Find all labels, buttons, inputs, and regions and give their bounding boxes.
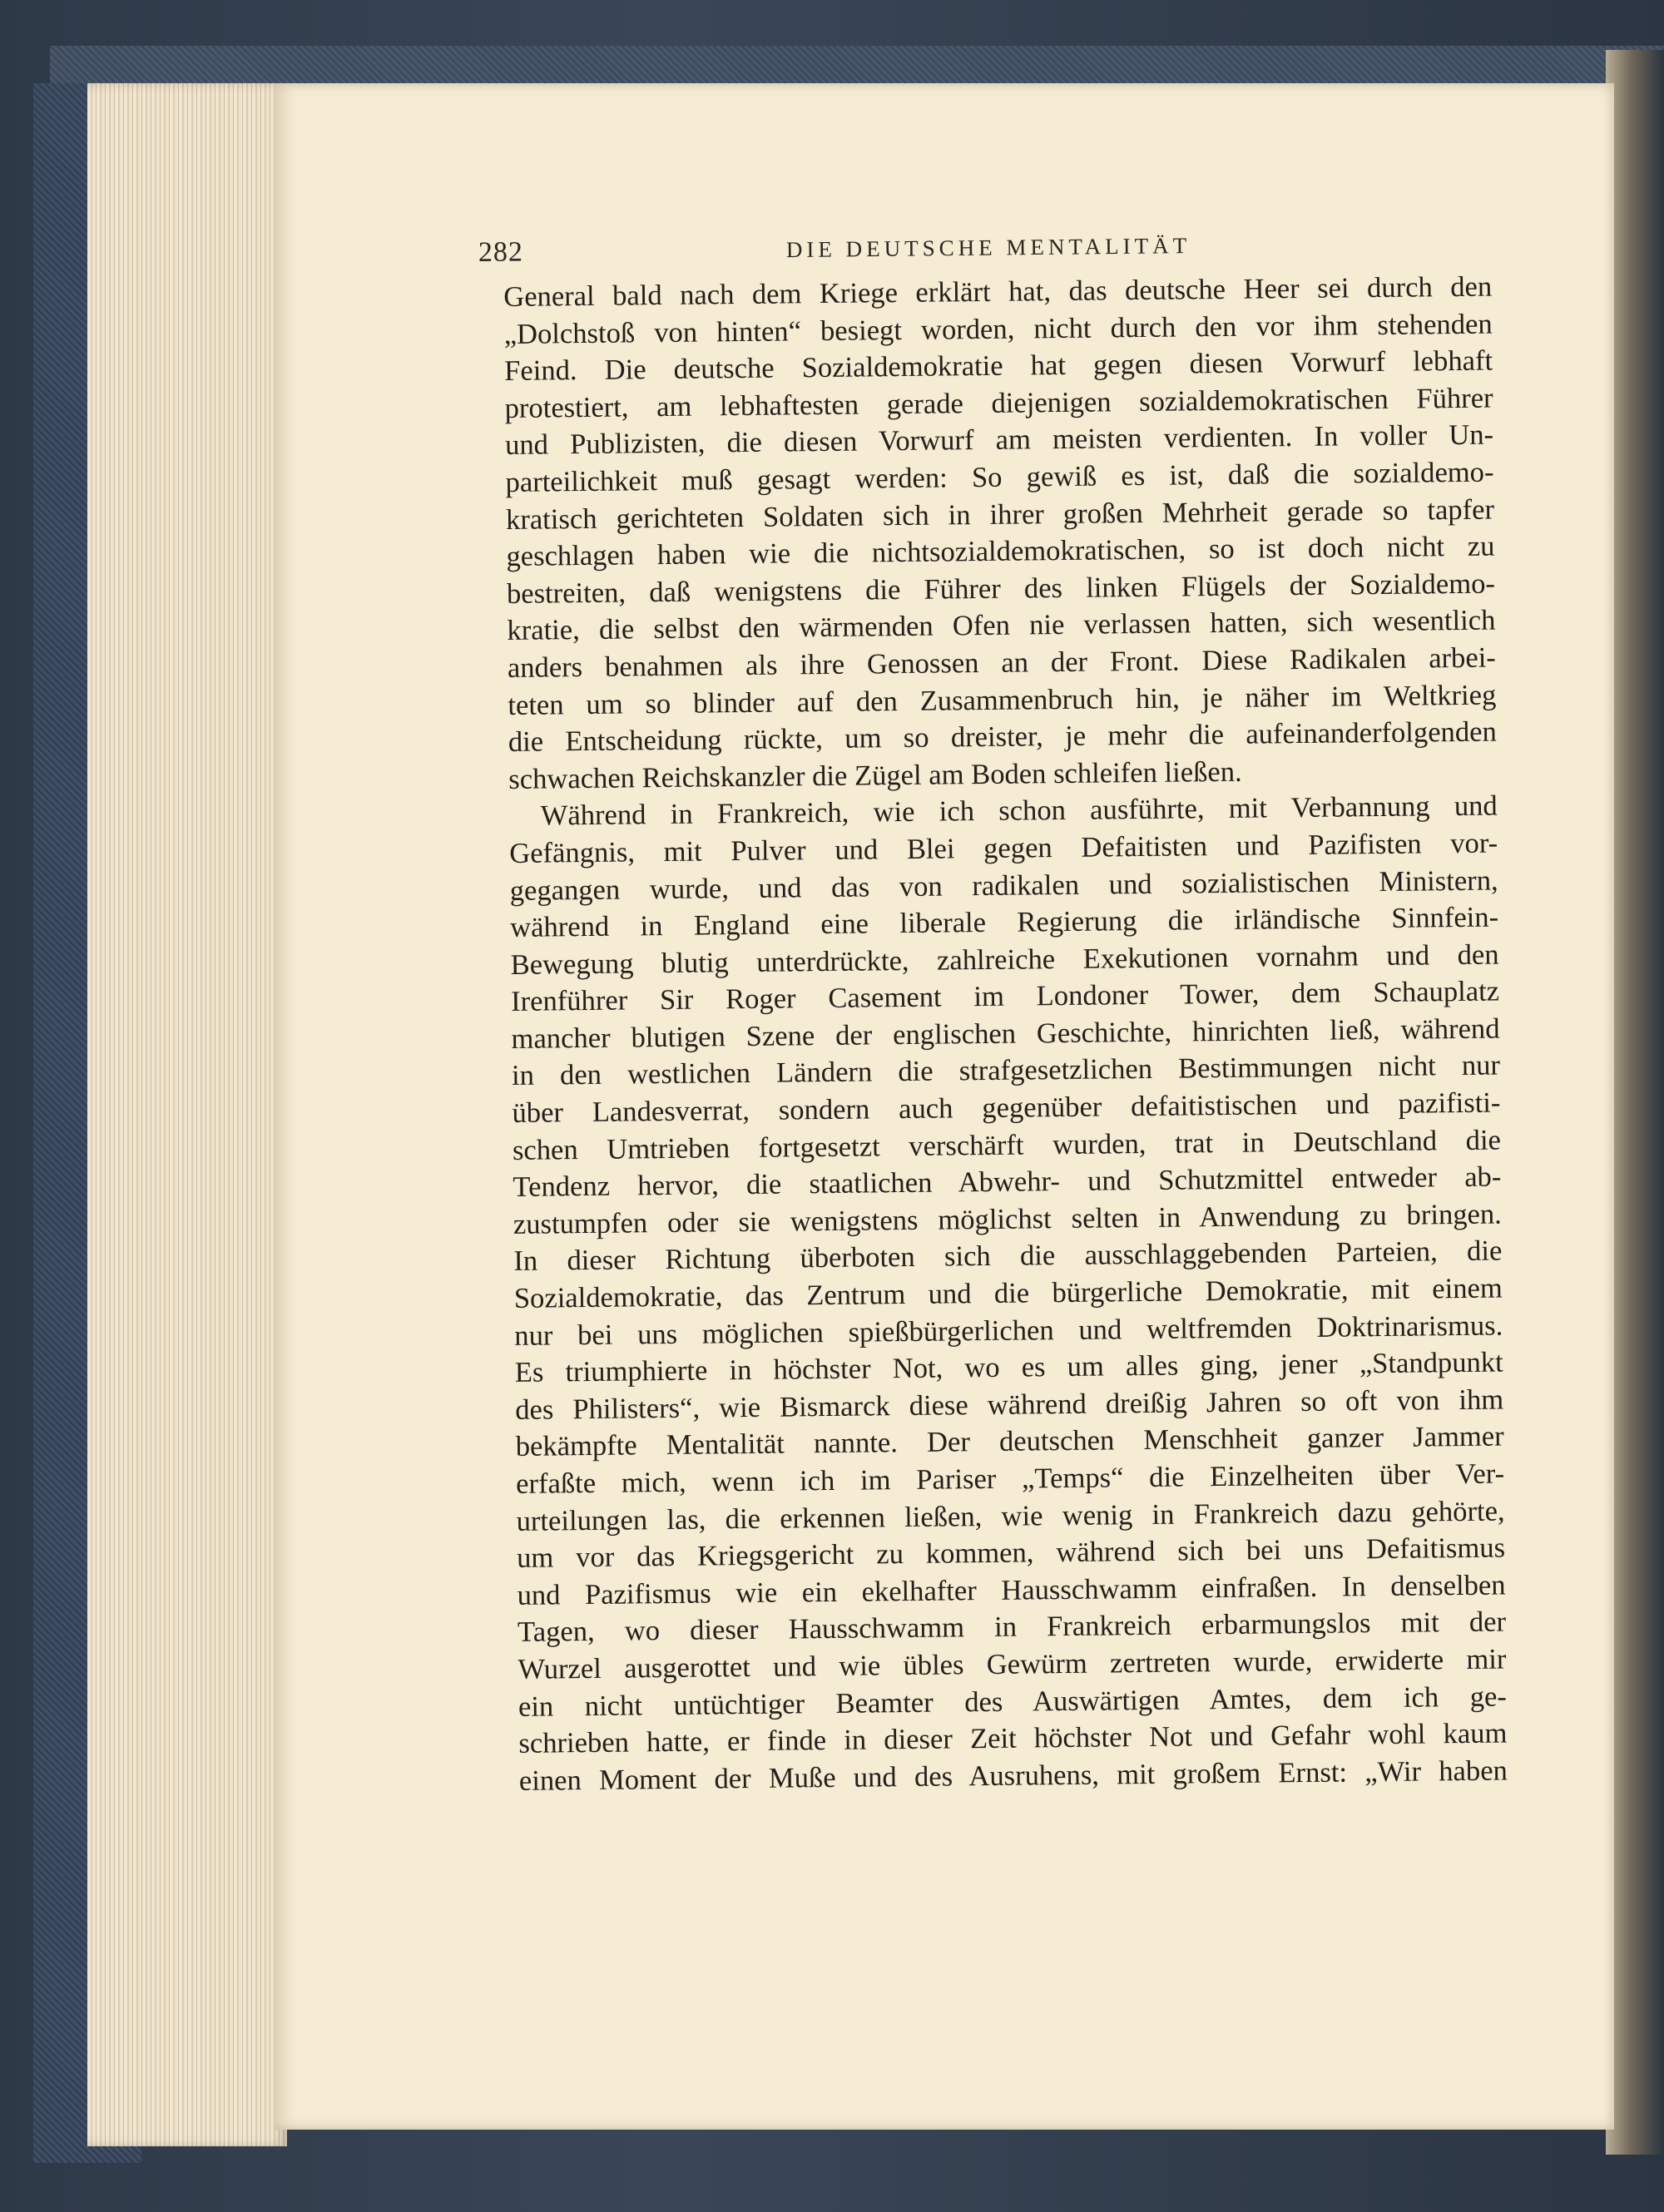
text-line: Gefängnis, mit Pulver und Blei gegen Defaitisten und Pazifisten vor- xyxy=(509,827,1498,869)
page-edges xyxy=(87,83,287,2146)
text-line: General bald nach dem Kriege erklärt hat, das deutsche Heer sei durch den xyxy=(503,270,1493,313)
text-line: Es triumphierte in höchster Not, wo es um alles ging, jener „Standpunkt xyxy=(514,1346,1503,1389)
text-line: während in England eine liberale Regierung die irländische Sinnfein- xyxy=(509,901,1499,944)
text-line: um vor das Kriegsgericht zu kommen, während sich bei uns Defaitismus xyxy=(516,1532,1506,1575)
text-line: die Entscheidung rückte, um so dreister, je mehr die aufeinanderfolgenden xyxy=(508,715,1497,759)
text-line: in den westlichen Ländern die strafgesetzlichen Bestimmungen nicht nur xyxy=(511,1049,1501,1092)
text-line: des Philisters“, wie Bismarck diese während dreißig Jahren so oft von ihm xyxy=(515,1383,1504,1426)
text-line: nur bei uns möglichen spießbürgerlichen und weltfremden Doktrinarismus. xyxy=(514,1309,1503,1352)
body-text xyxy=(503,269,1508,1800)
text-line: Tagen, wo dieser Hausschwamm in Frankreich erbarmungslos mit der xyxy=(517,1606,1507,1649)
text-line: schrieben hatte, er finde in dieser Zeit höchster Not und Gefahr wohl kaum xyxy=(518,1717,1508,1760)
text-line: zustumpfen oder sie wenigstens möglichst selten in Anwendung zu bringen. xyxy=(513,1198,1503,1240)
running-title: DIE DEUTSCHE MENTALITÄT xyxy=(785,233,1191,263)
text-line: schwachen Reichskanzler die Zügel am Boden schleifen ließen. xyxy=(508,755,1242,795)
page-gutter-shadow xyxy=(1606,50,1664,2155)
text-line: Wurzel ausgerottet und wie übles Gewürm zertreten wurde, erwiderte mir xyxy=(518,1643,1507,1685)
text-line: Feind. Die deutsche Sozialdemokratie hat gegen diesen Vorwurf lebhaft xyxy=(503,344,1493,388)
text-line: einen Moment der Muße und des Ausruhens, mit großem Ernst: „Wir haben xyxy=(518,1754,1508,1797)
text-line: Tendenz hervor, die staatlichen Abwehr- und Schutzmittel entweder ab- xyxy=(513,1160,1502,1204)
text-line: bestreiten, daß wenigstens die Führer des linken Flügels der Sozialdemo- xyxy=(506,567,1496,610)
text-line: kratisch gerichteten Soldaten sich in ihrer großen Mehrheit gerade so tapfer xyxy=(505,493,1495,536)
text-line: In dieser Richtung überboten sich die ausschlaggebenden Parteien, die xyxy=(513,1235,1503,1278)
text-line: teten um so blinder auf den Zusammenbruch hin, je näher im Weltkrieg xyxy=(508,679,1497,721)
text-line: ein nicht untüchtiger Beamter des Auswärtigen Amtes, dem ich ge- xyxy=(518,1680,1508,1723)
page-number: 282 xyxy=(478,236,524,268)
text-line: Während in Frankreich, wie ich schon ausführte, mit Verbannung und xyxy=(540,789,1498,832)
text-line: „Dolchstoß von hinten“ besiegt worden, nicht durch den vor ihm stehenden xyxy=(503,308,1493,350)
text-line: Sozialdemokratie, das Zentrum und die bürgerliche Demokratie, mit einem xyxy=(513,1272,1503,1314)
text-line: schen Umtrieben fortgesetzt verschärft wurden, trat in Deutschland die xyxy=(512,1124,1502,1166)
text-line: urteilungen las, die erkennen ließen, wie wenig in Frankreich dazu gehörte, xyxy=(516,1495,1505,1537)
text-line: und Pazifismus wie ein ekelhafter Hausschwamm einfraßen. In denselben xyxy=(517,1569,1506,1611)
text-line: parteilichkeit muß gesagt werden: So gewiß es ist, daß die sozialdemo- xyxy=(505,456,1494,498)
text-line: und Publizisten, die diesen Vorwurf am meisten verdienten. In voller Un- xyxy=(504,418,1494,462)
text-line: mancher blutigen Szene der englischen Geschichte, hinrichten ließ, während xyxy=(511,1012,1500,1055)
text-line: erfaßte mich, wenn ich im Pariser „Temps“ die Einzelheiten über Ver- xyxy=(515,1457,1505,1500)
text-line: anders benahmen als ihre Genossen an der Front. Diese Radikalen arbei- xyxy=(507,641,1497,684)
text-line: geschlagen haben wie die nichtsozialdemokratischen, so ist doch nicht zu xyxy=(506,530,1495,573)
text-line: Irenführer Sir Roger Casement im Londoner Tower, dem Schauplatz xyxy=(510,975,1500,1018)
text-line: Bewegung blutig unterdrückte, zahlreiche Exekutionen vornahm und den xyxy=(510,938,1499,981)
text-line: gegangen wurde, und das von radikalen und sozialistischen Ministern, xyxy=(509,864,1498,907)
text-line: bekämpfte Mentalität nannte. Der deutschen Menschheit ganzer Jammer xyxy=(515,1420,1504,1463)
text-line: protestiert, am lebhaftesten gerade diejenigen sozialdemokratischen Führer xyxy=(504,382,1493,424)
text-line: über Landesverrat, sondern auch gegenüber defaitistischen und pazifisti- xyxy=(512,1086,1501,1130)
text-line: kratie, die selbst den wärmenden Ofen nie verlassen hatten, sich wesentlich xyxy=(507,604,1496,647)
